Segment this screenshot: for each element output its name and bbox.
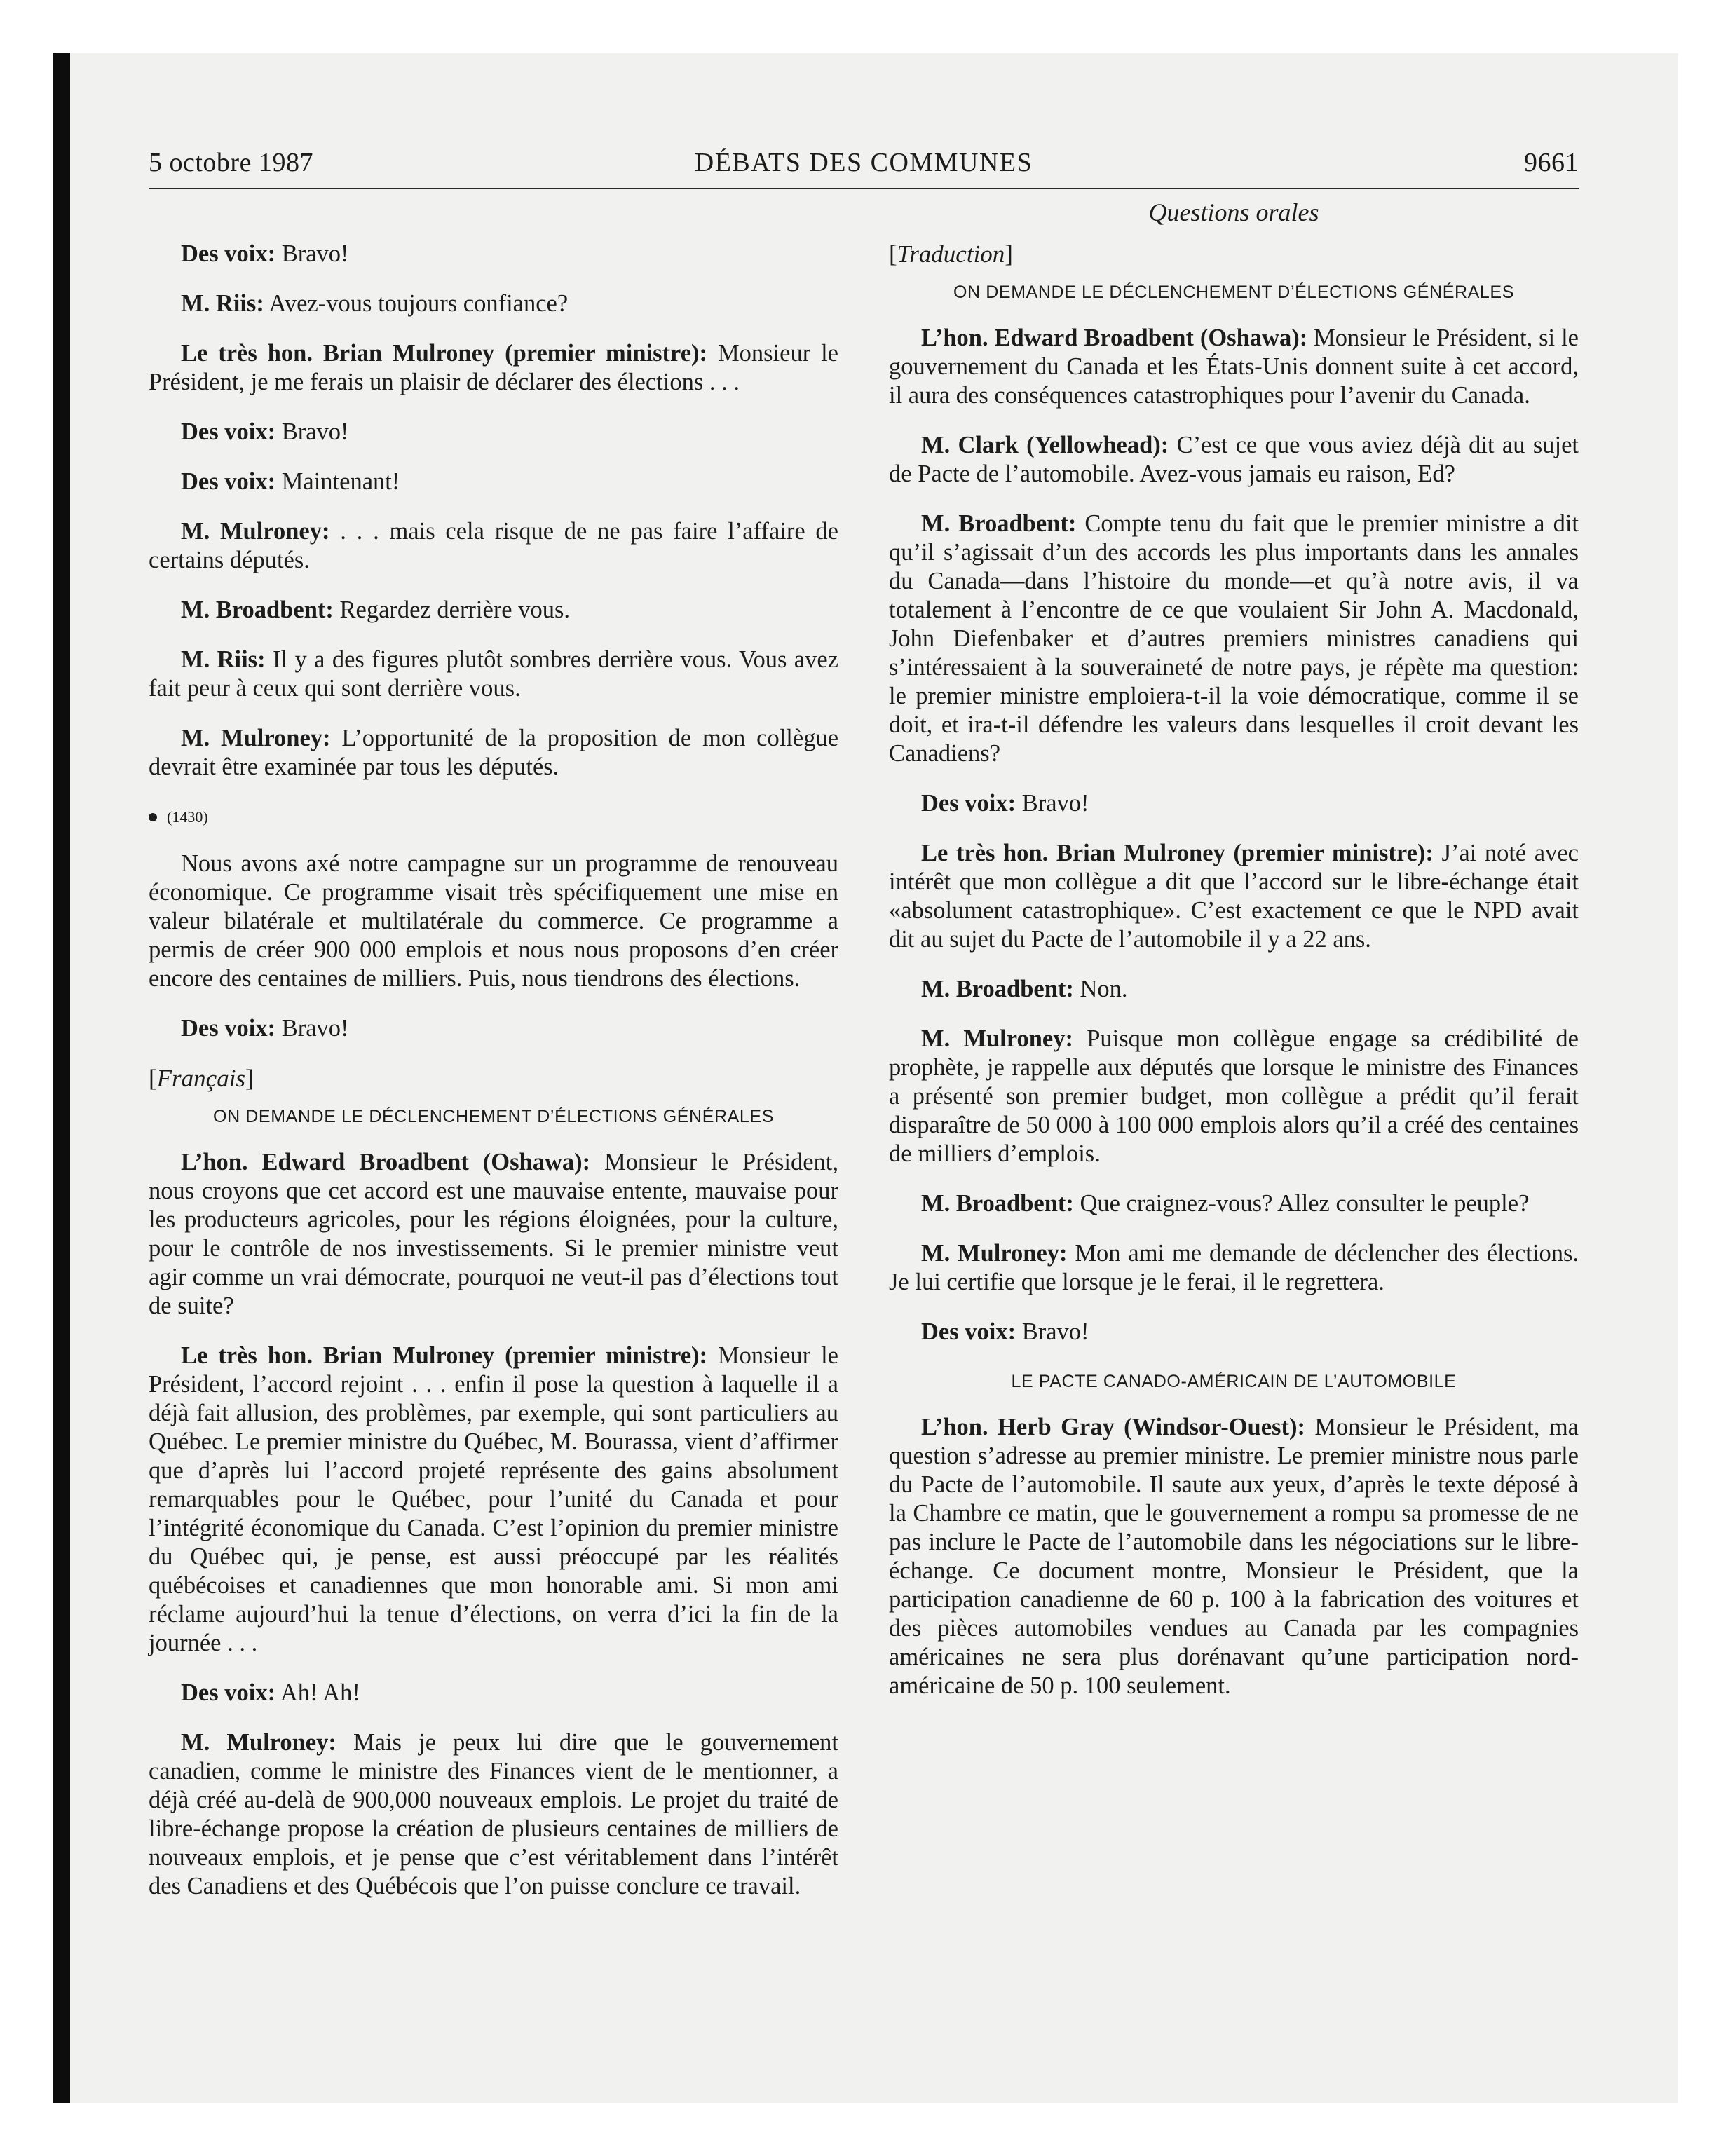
speaker: Des voix: [181,1679,276,1706]
speech-paragraph [149,468,838,496]
time-marker [149,803,838,831]
speech-text: Regardez derrière vous. [333,596,571,623]
speech-text: Bravo! [1016,790,1089,817]
speech-paragraph [149,850,838,993]
speech-paragraph [149,1342,838,1658]
speaker: Des voix: [921,1318,1016,1345]
speech-paragraph [149,1014,838,1043]
speech-paragraph [149,289,838,318]
speech-paragraph [889,1413,1579,1700]
speaker: M. Mulroney: [181,725,331,751]
speaker: M. Broadbent: [921,1190,1074,1217]
speech-paragraph [889,1318,1579,1346]
speech-paragraph [149,646,838,703]
speech-text: Monsieur le Président, je me ferais un plaisir de déclarer des élections . . . [149,340,838,395]
speech-paragraph [149,724,838,782]
speech-text: Il y a des figures plutôt sombres derrière vous. Vous avez fait peur à ceux qui sont derrière vous. [149,646,838,702]
section-heading: ON DEMANDE LE DÉCLENCHEMENT D’ÉLECTIONS GÉNÉRALES [953,282,1514,302]
speaker: M. Clark (Yellowhead): [921,432,1169,458]
speaker: Des voix: [181,468,276,495]
speech-paragraph [889,1025,1579,1168]
time-marker-text: (1430) [167,808,208,826]
speech-text: Bravo! [275,1015,349,1042]
speaker: Des voix: [181,240,276,267]
speech-text: Ah! Ah! [275,1679,360,1706]
speech-text: C’est ce que vous aviez déjà dit au sujet de Pacte de l’automobile. Avez-vous jamais eu raison, Ed? [889,432,1579,487]
header-title: DÉBATS DES COMMUNES [694,148,1033,177]
speaker: M. Broadbent: [921,976,1074,1002]
speech-text: Que craignez-vous? Allez consulter le peuple? [1073,1190,1530,1217]
speech-text: J’ai noté avec intérêt que mon collègue a dit que l’accord sur le libre-échange était «absolument catastrophique». C’est exactement ce que le NPD avait dit au sujet du Pacte de l’automobile il y a 22 ans. [889,840,1579,953]
section-heading: ON DEMANDE LE DÉCLENCHEMENT D’ÉLECTIONS GÉNÉRALES [213,1107,774,1126]
speech-text: Mon ami me demande de déclencher des élections. Je lui certifie que lorsque je le ferai, il le regrettera. [889,1240,1579,1295]
language-tag: [Traduction] [889,240,1013,268]
left-column [149,240,838,1922]
speech-text: Monsieur le Président, l’accord rejoint . . . enfin il pose la question à laquelle il a déjà fait allusion, des problèmes, par exemple, qui sont particuliers au Québec. Le premier ministre du Québec, M. Bourassa, vient d’affirmer que d’après lui l’accord projeté représente des gains absolument remarquables pour le Québec, pour l’unité du Canada et pour l’intégrité économique du Canada. C’est l’opinion du premier ministre du Québec qui, je pense, est aussi préoccupé par les réalités québécoises et canadiennes que mon honorable ami. Si mon ami réclame aujourd’hui la tenue d’élections, on verra d’ici la fin de la journée . . . [149,1342,838,1656]
speech-paragraph [149,1679,838,1707]
speech-paragraph [889,839,1579,954]
speech-paragraph [149,596,838,625]
speech-text: Monsieur le Président, ma question s’adresse au premier ministre. Le premier ministre nous parle du Pacte de l’automobile. Il saute aux yeux, d’après le texte déposé à la Chambre ce matin, que le gouvernement a rompu sa promesse de ne pas inclure le Pacte de l’automobile dans les négociations sur le libre-échange. Ce document montre, Monsieur le Président, que la participation canadienne de 60 p. 100 à la fabrication des voitures et des pièces automobiles vendues au Canada par les compagnies américaines ne sera plus dorénavant qu’une participation nord-américaine de 50 p. 100 seulement. [889,1414,1579,1699]
speaker: M. Riis: [181,290,264,317]
page-header [149,144,1579,189]
speaker: Le très hon. Brian Mulroney (premier ministre): [181,1342,708,1369]
speaker: L’hon. Edward Broadbent (Oshawa): [181,1149,591,1175]
speech-text: Non. [1073,976,1128,1002]
speech-text: Bravo! [275,418,349,445]
speech-paragraph [149,1728,838,1901]
speaker: Le très hon. Brian Mulroney (premier ministre): [181,340,708,367]
speech-paragraph [889,1189,1579,1218]
scan-binding-edge [53,53,70,2103]
speech-paragraph [889,324,1579,410]
speaker: M. Mulroney: [181,1729,336,1756]
speaker: M. Mulroney: [921,1025,1073,1052]
speech-paragraph [149,339,838,397]
speech-text: Puisque mon collègue engage sa crédibilité de prophète, je rappelle aux députés que lorsque le ministre des Finances a présenté son premier budget, mon collègue a prédit qu’il ferait disparaître de 50 000 à 100 000 emplois alors qu’il a créé des centaines de milliers d’emplois. [889,1025,1579,1167]
speech-paragraph [889,975,1579,1004]
speech-paragraph [889,1239,1579,1297]
speech-text: Monsieur le Président, si le gouvernement du Canada et les États-Unis donnent suite à cet accord, il aura des conséquences catastrophiques pour l’avenir du Canada. [889,325,1579,409]
speaker: M. Mulroney: [921,1240,1068,1267]
speaker: L’hon. Herb Gray (Windsor-Ouest): [921,1414,1305,1440]
speaker: M. Riis: [181,646,266,673]
speech-text: L’opportunité de la proposition de mon collègue devrait être examinée par tous les députés. [149,725,839,780]
speech-paragraph [889,789,1579,818]
section-heading: LE PACTE CANADO-AMÉRICAIN DE L’AUTOMOBILE [1011,1372,1457,1391]
speech-text: Mais je peux lui dire que le gouvernement canadien, comme le ministre des Finances vient de le mentionner, a déjà créé au-delà de 900,000 nouveaux emplois. Le projet du traité de libre-échange propose la création de plusieurs centaines de milliers de nouveaux emplois, et je pense que c’est véritablement dans l’intérêt des Canadiens et des Québécois que l’on puisse conclure ce travail. [149,1729,839,1899]
bullet-dot-icon [149,813,157,821]
speech-text: Bravo! [1016,1318,1089,1345]
speaker: Des voix: [181,1015,276,1042]
speech-paragraph [889,431,1579,489]
speech-text: Bravo! [275,240,349,267]
speaker: Des voix: [181,418,276,445]
speech-paragraph [149,517,838,575]
language-tag-text: Traduction [897,240,1005,268]
speaker: M. Mulroney: [181,518,330,545]
language-tag-text: Français [156,1065,246,1092]
speech-paragraph [149,1148,838,1321]
speaker: L’hon. Edward Broadbent (Oshawa): [921,325,1308,351]
language-tag: [Français] [149,1065,254,1092]
speaker: Le très hon. Brian Mulroney (premier ministre): [921,840,1434,866]
speaker: Des voix: [921,790,1016,817]
speaker: M. Broadbent: [181,596,334,623]
speech-paragraph [889,510,1579,768]
speech-text: Maintenant! [275,468,400,495]
speech-text: Avez-vous toujours confiance? [264,290,569,317]
speech-text: Compte tenu du fait que le premier ministre a dit qu’il s’agissait d’un des accords les plus importants dans les annales du Canada—dans l’histoire du monde—et qu’à notre avis, il va totalement à l’encontre de ce que voulaient Sir John A. Macdonald, John Diefenbaker et d’autres premiers ministres canadiens qui s’intéressaient à la souveraineté de notre pays, je répète ma question: le premier ministre emploiera-t-il la voie démocratique, comme il se doit, et ira-t-il défendre les valeurs dans lesquelles il croit devant les Canadiens? [889,510,1579,767]
speech-text: Nous avons axé notre campagne sur un programme de renouveau économique. Ce programme visait très spécifiquement une mise en valeur bilatérale et multilatérale du commerce. Ce programme a permis de créer 900 000 emplois et nous nous proposons d’en créer encore des centaines de milliers. Puis, nous tiendrons des élections. [149,850,838,992]
speech-paragraph [149,240,838,268]
header-page-number: 9661 [1524,148,1579,177]
speaker: M. Broadbent: [921,510,1077,537]
speech-paragraph [149,418,838,446]
speech-text: . . . mais cela risque de ne pas faire l’affaire de certains députés. [149,518,838,573]
speech-text: Monsieur le Président, nous croyons que cet accord est une mauvaise entente, mauvaise pour les producteurs agricoles, pour les régions éloignées, pour la culture, pour le contrôle de nos investissements. Si le premier ministre veut agir comme un vrai démocrate, pourquoi ne veut-il pas d’élections tout de suite? [149,1149,838,1319]
header-date: 5 octobre 1987 [149,148,313,177]
section-label: Questions orales [1148,198,1319,226]
right-column [889,240,1579,1721]
